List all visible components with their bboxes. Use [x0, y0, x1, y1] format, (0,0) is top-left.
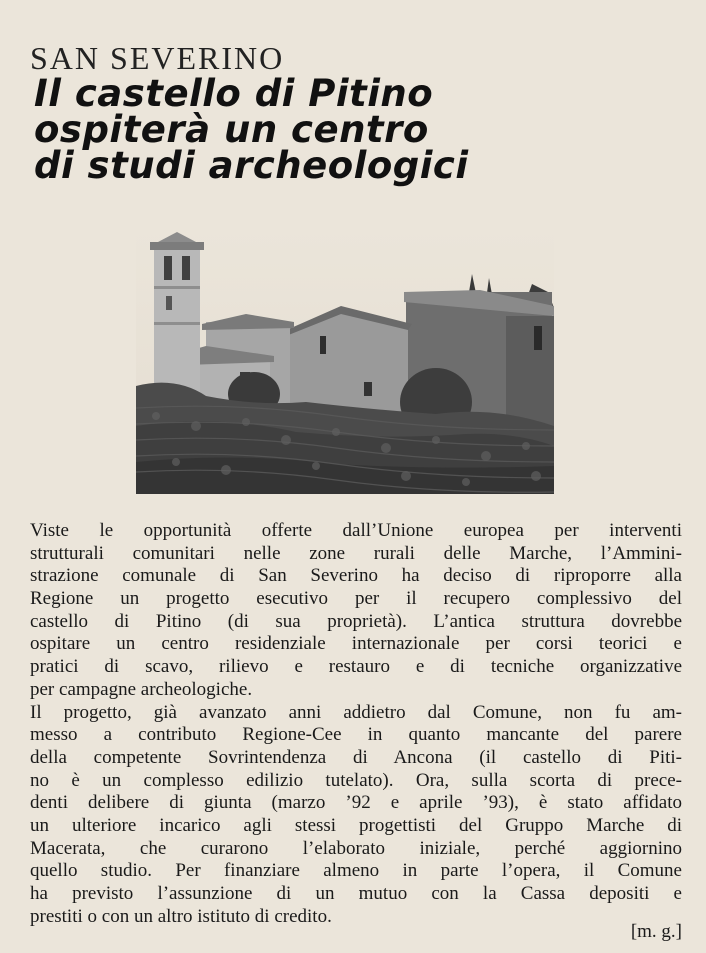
- article-body: [30, 520, 682, 928]
- text-line: Regione un progetto esecutivo per il recupero complessivo del: [30, 588, 682, 610]
- text-line: Il progetto, già avanzato anni addietro dal Comune, non fu am-: [30, 701, 682, 723]
- text-line: pratici di scavo, rilievo e restauro e di tecniche organizzative: [30, 656, 682, 678]
- text-line: quello studio. Per finanziare almeno in parte l’opera, il Comune: [30, 860, 682, 882]
- paragraph-2: [30, 702, 682, 929]
- text-line: castello di Pitino (di sua proprietà). L’antica struttura dovrebbe: [30, 610, 682, 632]
- headline-line: di studi archeologici: [34, 144, 469, 187]
- text-line: ospitare un centro residenziale internazionale per corsi teorici e: [30, 633, 682, 655]
- headline-line: Il castello di Pitino: [34, 72, 434, 115]
- text-line: della competente Sovrintendenza di Ancona (il castello di Piti-: [30, 746, 682, 768]
- text-line: messo a contributo Regione-Cee in quanto mancante del parere: [30, 724, 682, 746]
- text-line: denti delibere di giunta (marzo ’92 e aprile ’93), è stato affidato: [30, 792, 682, 814]
- text-line: strutturali comunitari nelle zone rurali delle Marche, l’Ammini-: [30, 542, 682, 564]
- author-signature: [m. g.]: [630, 921, 682, 942]
- text-line: un ulteriore incarico agli stessi progettisti del Gruppo Marche di: [30, 814, 682, 836]
- castle-photo: [136, 226, 554, 494]
- headline: [34, 72, 694, 187]
- text-line: Viste le opportunità offerte dall’Unione europea per interventi: [30, 520, 682, 541]
- paragraph-1: [30, 520, 682, 702]
- text-line: ha previsto l’assunzione di un mutuo con la Cassa depositi e: [30, 883, 682, 904]
- text-line: prestiti o con un altro istituto di credito.: [30, 905, 332, 927]
- text-line: strazione comunale di San Severino ha deciso di riproporre alla: [30, 565, 682, 587]
- article-kicker: SAN SEVERINO: [30, 40, 285, 76]
- text-line: Macerata, che curarono l’elaborato iniziale, perché aggiornino: [30, 837, 682, 859]
- text-line: no è un complesso edilizio tutelato). Ora, sulla scorta di prece-: [30, 769, 682, 791]
- text-line: per campagne archeologiche.: [30, 678, 253, 700]
- headline-line: ospiterà un centro: [34, 108, 429, 151]
